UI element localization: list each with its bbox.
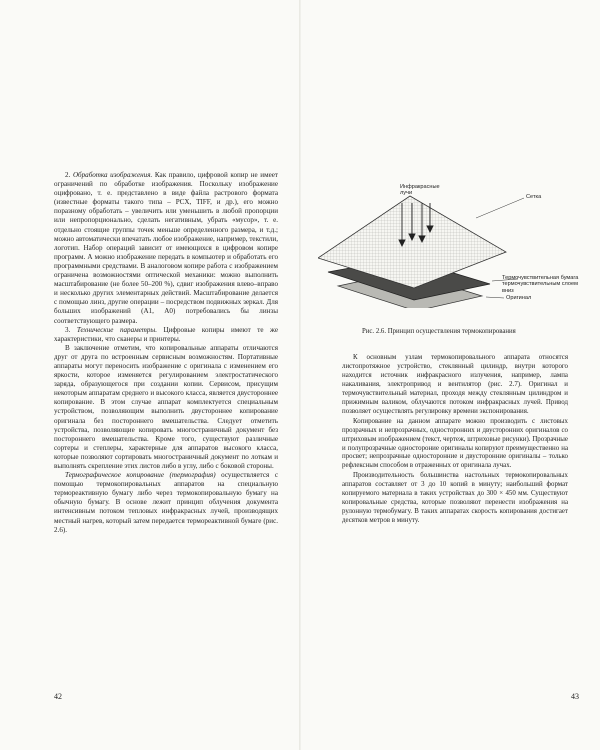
label-infrared-rays: Инфракрасные лучи (400, 184, 440, 197)
page-right (300, 0, 600, 750)
figure-caption: Рис. 2.6. Принцип осуществления термокопирования (362, 328, 516, 335)
right-text-column (342, 354, 568, 526)
label-original: Оригинал (506, 295, 532, 301)
paragraph-conclusion: В заключение отметим, что копировальные аппараты отличаются друг от друга по встроенным сервисным возможностям. Портативные аппараты могут переносить изображение с оригинала с изменением его яркости, которое изменяется регулированием электростатического заряда, образующегося при создании копии. Сервисом, присущим некоторым аппаратам среднего и высокого класса, является двустороннее копирование. В этом случае аппарат комплектуется специальным устройством, позволяющим выполнить двустороннее копирование оригинала без постороннего вмешательства. Следует отметить устройства, позволяющие копировать многостраничный документ без постороннего вмешательства. Кроме того, существуют различные сортеры и степлеры, характерные для аппаратов высокого класса, которые позволяют сортировать многостраничный документ по лоткам и выполнять скрепление этих листов либо в углу, либо с боковой стороны. (54, 343, 278, 470)
page-number-left: 42 (54, 692, 62, 701)
paragraph-copying-modes: Копирование на данном аппарате можно производить с листовых прозрачных и непрозрачных, односторонних и двусторонних оригиналов со штриховым изображением (текст, чертеж, штриховые рисунки). Прозрачные и полупрозрачные одностороние оригиналы копируют преимущественно на просвет; непрозрачные односторонние и двусторонние оригиналы – только рефлексным способом в отраженных от оригинала лучах. (342, 417, 568, 470)
label-grid: Сетка (526, 194, 542, 200)
label-thermo-paper: Термочувствительная бумага (502, 275, 579, 281)
label-layer-down: вниз (502, 288, 514, 294)
paragraph-image-processing: 2. Обработка изображения. Как правило, цифровой копир не имеет ограничений по обработке изображения. Поскольку изображение оцифровано, т. е. представлено в виде файла растрового формата (известные форматы такого типа – PCX, TIFF, и др.), его можно поразному обработать – увеличить или уменьшить в любой пропорции или непропорционально, сделать негативным, убрать «мусор», т. е. отдельно стоящие группы точек меньше определенного размера, и т.д.; можно автоматически впечатать любое изображение, например, текстили, логотип. Набор операций зависит от имеющихся в цифровом копире программ. А можно изображение передать в компьютер и обработать его программными средствами. В аналоговом копире работа с изображением ограничена возможностями оптической механики: можно выполнить масштабирование (не более 50–200 %), сдвиг изображения влево–вправо и несколько других элементарных действий. Масштабирование делается с помощью линз, другие операции – посредством подвижных зеркал. Для больших изображений (А1, А0) потребовались бы линзы соответствующего размера. (54, 171, 278, 325)
paragraph-heading: Термографическое копирование (термография) (65, 471, 216, 480)
paragraph-thermography: Термографическое копирование (термография) осуществляется с помощью термокопировальных аппаратов на специальную термореактивную бумагу либо через термокопировальную бумагу на обычную бумагу. В основе лежит принцип облучения документа интенсивным потоком тепловых инфракрасных лучей, производящих местный нагрев, который затем передается термореактивной бумаге (рис. 2.6). (54, 471, 278, 534)
paragraph-heading: Обработка изображения. (72, 171, 153, 179)
paragraph-heading: Технические параметры. (76, 325, 157, 334)
paragraph-main-units: К основным узлам термокопировального аппарата относятся листопротяжное устройство, стеклянный цилиндр, внутри которого находится источник инфракрасного излучения, например, лампа накаливания, электропривод и вентилятор (рис. 2.7). Оригинал и термочувствительный материал, проходя между стеклянным цилиндром и прижимным валиком, облучаются потоком инфракрасных лучей. Привод позволяет осуществлять регулировку времени экспонирования. (342, 354, 568, 415)
left-text-column (54, 171, 278, 535)
page-number-right: 43 (571, 692, 579, 701)
label-thermo-layer: термочувствительным слоем (502, 281, 578, 287)
thermocopying-diagram (318, 178, 590, 308)
figure-thermocopying (318, 178, 590, 308)
paragraph-tech-params: 3. Технические параметры. Цифровые копиры имеют те же характеристики, что сканеры и принтеры. (54, 325, 278, 343)
paragraph-performance: Производительность большинства настольных термокопировальных аппаратов составляет от 3 до 10 копий в минуту; наибольший формат копируемого материала в таких устройствах до 300 × 450 мм. Существуют копировальные средства, которые позволяют перенести изображения на рулонную термобумагу. В таких аппаратах скорость копирования достигает десятков метров в минуту. (342, 472, 568, 525)
